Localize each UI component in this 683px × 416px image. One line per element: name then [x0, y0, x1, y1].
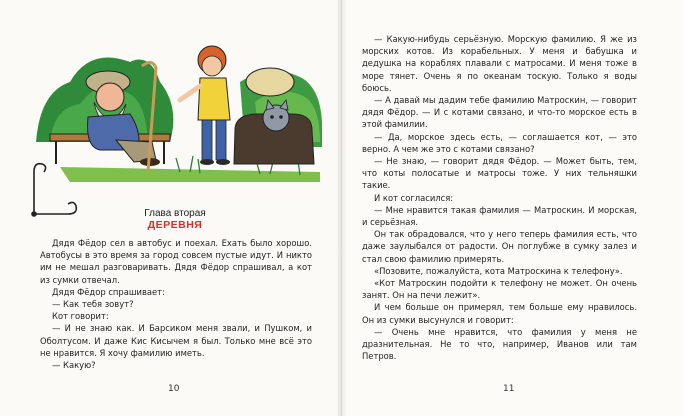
- paragraph: «Позовите, пожалуйста, кота Матроскина к телефону».: [374, 265, 623, 276]
- paragraph: Дядя Фёдор сел в автобус и поехал. Ехать было хорошо. Автобусы в это время за город совсем пустые идут. И никто им не мешал разговаривать. Дядя Фёдор спрашивал, а кот из сумки отвечал.: [40, 238, 312, 285]
- paragraph: Он так обрадовался, что у него теперь фамилия есть, что даже заулыбался от радости. Он поглубже в сумку залез и стал свою фамилию примерять.: [362, 229, 637, 264]
- right-page-text: [362, 33, 637, 362]
- left-page-text: [40, 237, 312, 371]
- paragraph: — Какую?: [52, 360, 96, 371]
- paragraph: — И не знаю как. И Барсиком меня звали, и Пушком, и Оболтусом. И даже Кис Кисычем я был. Только мне всё это не нравится. Я хочу фамилию иметь.: [40, 323, 312, 358]
- paragraph: — Да, морское здесь есть, — соглашается кот, — это верно. А чем же это с котами связано?: [362, 131, 637, 154]
- paragraph: — А давай мы дадим тебе фамилию Матроскин, — говорит дядя Фёдор. — И с котами связано, и что-то морское есть в этой фамилии.: [362, 95, 637, 130]
- page-number-left: 10: [168, 384, 180, 394]
- chapter-label: Глава вторая: [144, 208, 206, 219]
- paragraph: И чем больше он примерял, тем больше ему нравилось. Он из сумки высунулся и говорит:: [362, 302, 637, 325]
- paragraph: «Кот Матроскин подойти к телефону не может. Он очень занят. Он на печи лежит».: [362, 278, 637, 301]
- paragraph: — Как тебя зовут?: [52, 299, 134, 310]
- paragraph: — Не знаю, — говорит дядя Фёдор. — Может быть, тем, что коты полосатые и матросы тоже. У них тельняшки такие.: [362, 156, 637, 191]
- page-number-right: 11: [503, 384, 515, 394]
- paragraph: — Очень мне нравится, что фамилия у меня не дразнительная. Не то что, например, Иванов или там Петров.: [362, 326, 637, 362]
- paragraph: Дядя Фёдор спрашивает:: [52, 286, 165, 297]
- paragraph: Кот говорит:: [52, 311, 109, 322]
- book-gutter: [336, 0, 347, 416]
- illustration-old-man-boy-cat-icon: [30, 22, 330, 217]
- left-page: [0, 0, 341, 416]
- paragraph: — Какую-нибудь серьёзную. Морскую фамилию. Я же из морских котов. Из корабельных. У меня и бабушка и дедушка на кораблях плавали с матросами. И меня тоже в море тянет. Очень я по океанам тоскую. Только я воды боюсь.: [362, 34, 637, 93]
- paragraph: И кот согласился:: [374, 192, 454, 203]
- chapter-title: ДЕРЕВНЯ: [147, 219, 203, 231]
- paragraph: — Мне нравится такая фамилия — Матроскин. И морская, и серьёзная.: [362, 204, 637, 228]
